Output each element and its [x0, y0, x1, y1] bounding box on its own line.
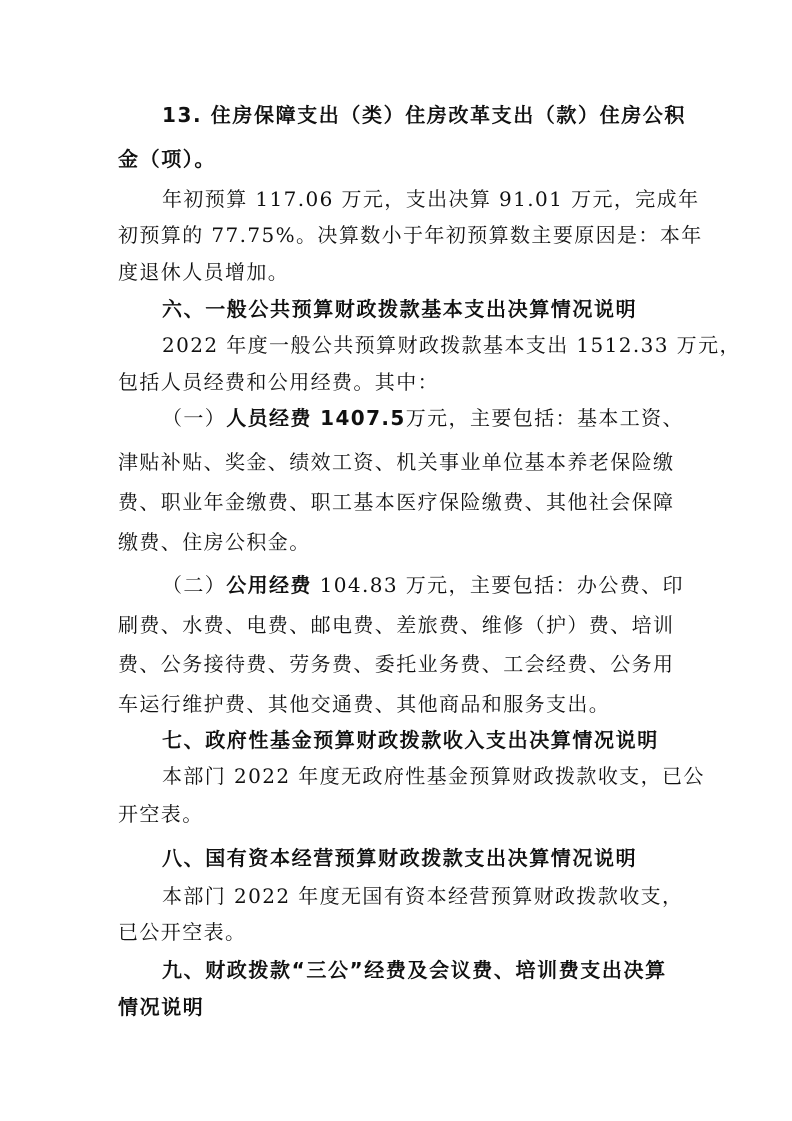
paragraph-line: 本部门 2022 年度无国有资本经营预算财政拨款收支，: [162, 884, 684, 908]
paragraph-line: 已公开空表。: [118, 920, 247, 944]
subsection-number: （一）: [162, 406, 227, 430]
section-heading-13-cont: 金（项）。: [118, 147, 216, 171]
paragraph-line: 费、职业年金缴费、职工基本医疗保险缴费、其他社会保障: [118, 490, 675, 514]
section-heading-9: 九、财政拨款“三公”经费及会议费、培训费支出决算: [162, 958, 667, 982]
section-heading-7: 七、政府性基金预算财政拨款收入支出决算情况说明: [162, 728, 659, 752]
paragraph-line: 初预算的 77.75%。决算数小于年初预算数主要原因是：本年: [118, 223, 703, 247]
subsection-personnel: [162, 400, 684, 436]
section-heading-6: 六、一般公共预算财政拨款基本支出决算情况说明: [162, 297, 638, 321]
paragraph-line: 缴费、住房公积金。: [118, 530, 311, 554]
subsection-text: 104.83 万元，主要包括：办公费、印: [311, 573, 684, 597]
paragraph-line: 度退休人员增加。: [118, 260, 290, 284]
section-heading-9-cont: 情况说明: [118, 995, 205, 1019]
subsection-title-bold: 人员经费 1407.5: [226, 406, 406, 430]
paragraph-line: 津贴补贴、奖金、绩效工资、机关事业单位基本养老保险缴: [118, 450, 675, 474]
paragraph-line: 费、公务接待费、劳务费、委托业务费、工会经费、公务用: [118, 652, 675, 676]
subsection-text: 万元，主要包括：基本工资、: [405, 406, 684, 430]
subsection-number: （二）: [162, 573, 227, 597]
subsection-title-bold: 公用经费: [226, 573, 312, 597]
paragraph-line: 包括人员经费和公用经费。其中：: [118, 370, 439, 394]
subsection-public: [162, 567, 684, 603]
section-heading-8: 八、国有资本经营预算财政拨款支出决算情况说明: [162, 846, 638, 870]
paragraph-line: 本部门 2022 年度无政府性基金预算财政拨款收支，已公: [162, 764, 705, 788]
paragraph-line: 2022 年度一般公共预算财政拨款基本支出 1512.33 万元，: [162, 333, 741, 357]
paragraph-line: 年初预算 117.06 万元，支出决算 91.01 万元，完成年: [162, 187, 700, 211]
paragraph-line: 刷费、水费、电费、邮电费、差旅费、维修（护）费、培训: [118, 613, 675, 637]
paragraph-line: 开空表。: [118, 802, 204, 826]
section-heading-13: 13. 住房保障支出（类）住房改革支出（款）住房公积: [162, 103, 686, 127]
paragraph-line: 车运行维护费、其他交通费、其他商品和服务支出。: [118, 692, 611, 716]
